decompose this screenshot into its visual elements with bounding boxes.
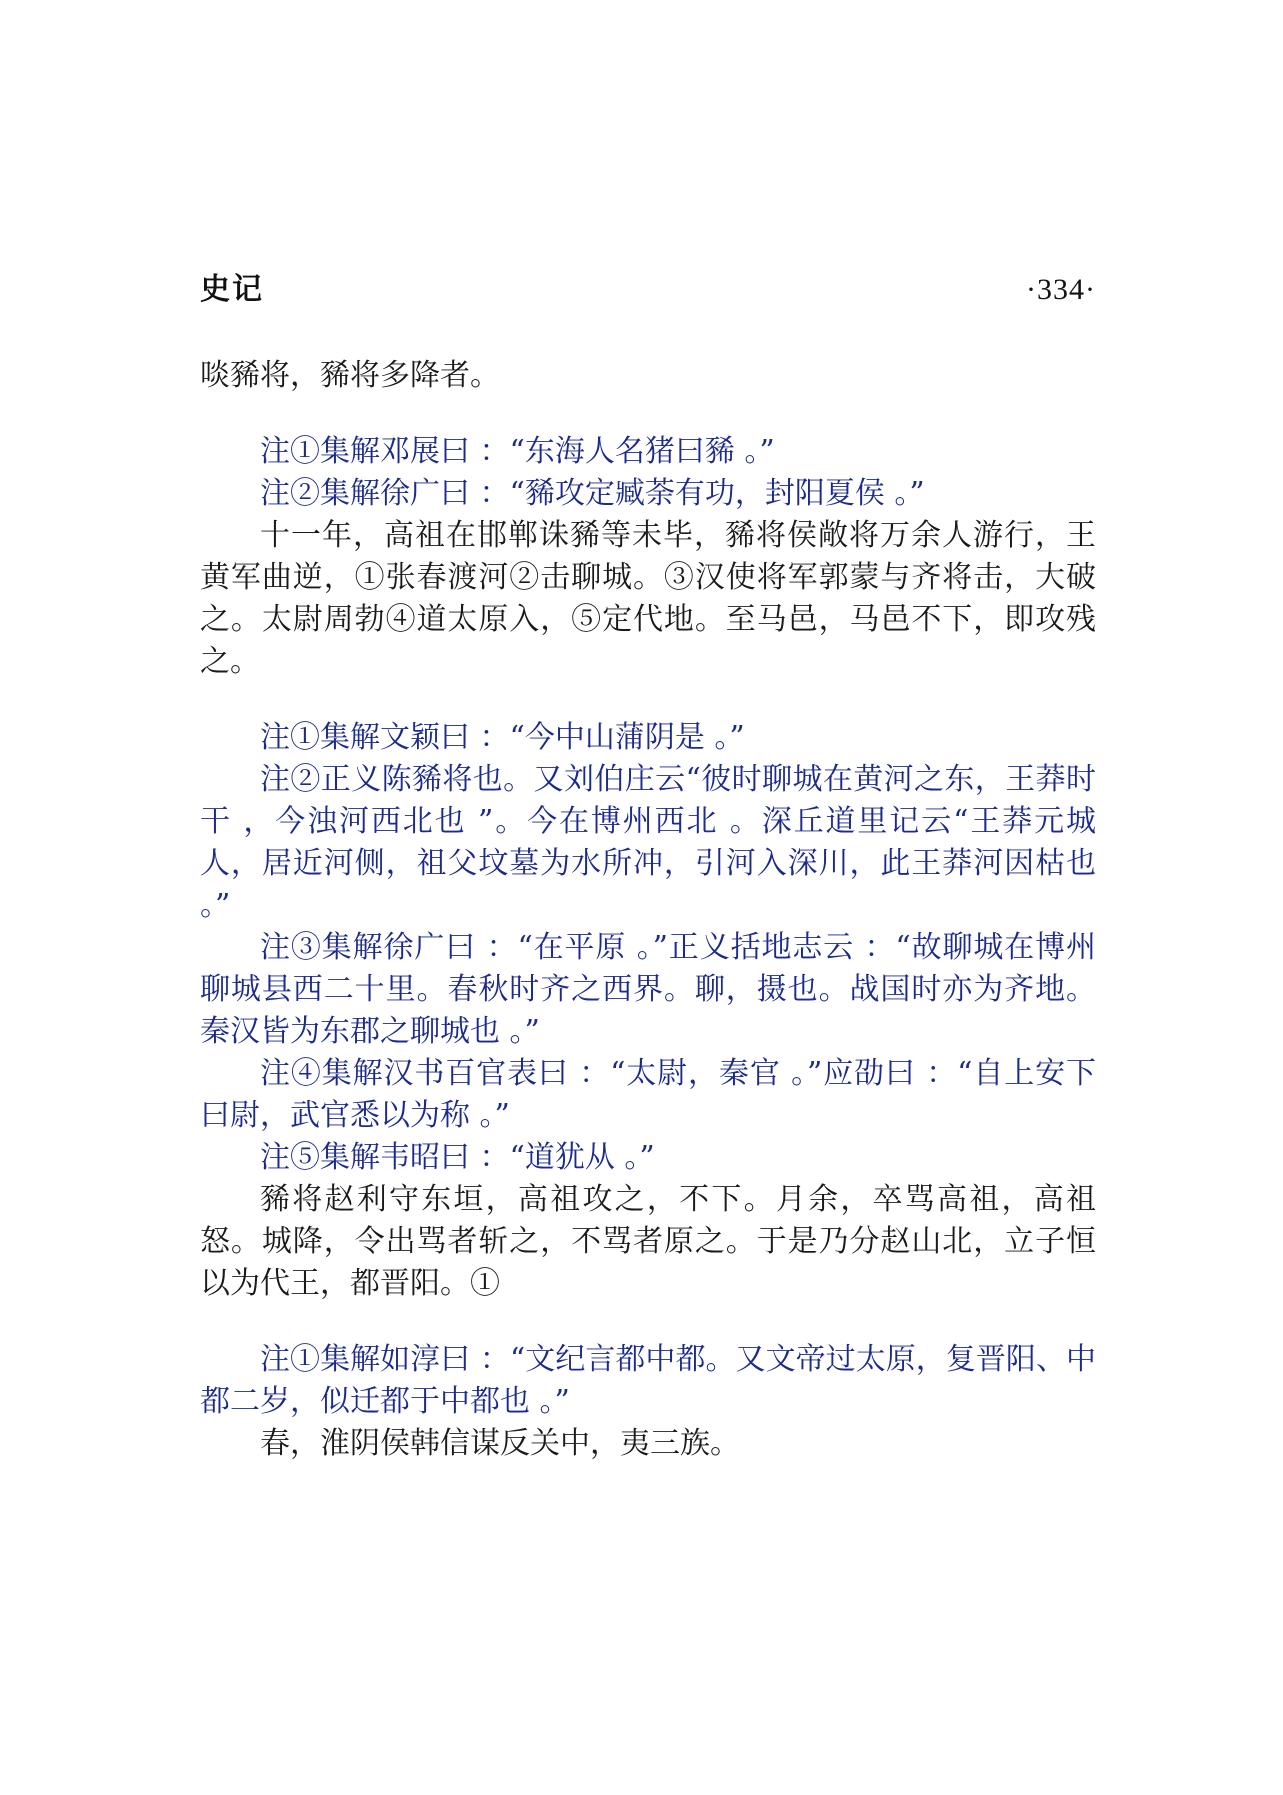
page-header [200,268,1096,312]
body-paragraph: 啖豨将，豨将多降者。 [200,358,500,393]
annotation-paragraph: 注⑤集解韦昭曰 ：“道犹从 。” [260,1140,655,1175]
book-title: 史记 [200,272,264,307]
body-paragraph: 春，淮阴侯韩信谋反关中，夷三族。 [260,1426,740,1461]
page-number: ·334· [1026,273,1096,306]
annotation-paragraph: 注①集解文颖曰 ：“今中山蒲阴是 。” [260,720,745,755]
annotation-paragraph: 注②集解徐广曰 ：“豨攻定臧荼有功，封阳夏侯 。” [260,476,925,511]
body-paragraph: 十一年，高祖在邯郸诛豨等未毕，豨将侯敞将万余人游行，王黄军曲逆，①张春渡河②击聊城。③汉使将军郭蒙与齐将击，大破之。太尉周勃④道太原入，⑤定代地。至马邑，马邑不下，即攻残之。 [200,518,1096,679]
annotation-paragraph: 注④集解汉书百官表曰 ：“太尉，秦官 。”应劭曰 ：“自上安下曰尉，武官悉以为称 。” [200,1056,1096,1133]
body-paragraph: 豨将赵利守东垣，高祖攻之，不下。月余，卒骂高祖，高祖怒。城降，令出骂者斩之，不骂者原之。于是乃分赵山北，立子恒以为代王，都晋阳。① [200,1182,1096,1301]
annotation-paragraph: 注①集解邓展曰 ：“东海人名猪曰豨 。” [260,434,775,469]
annotation-paragraph: 注①集解如淳曰 ：“文纪言都中都。又文帝过太原，复晋阳、中都二岁，似迁都于中都也 。” [200,1342,1096,1419]
page-body [200,355,1096,1465]
annotation-paragraph: 注②正义陈豨将也。又刘伯庄云“彼时聊城在黄河之东，王莽时干 ，今浊河西北也 ”。今在博州西北 。深丘道里记云“王莽元城人，居近河侧，祖父坟墓为水所冲，引河入深川，此王莽河因枯也 。” [200,762,1096,923]
annotation-paragraph: 注③集解徐广曰 ：“在平原 。”正义括地志云 ：“故聊城在博州聊城县西二十里。春秋时齐之西界。聊，摄也。战国时亦为齐地。秦汉皆为东郡之聊城也 。” [200,930,1096,1049]
